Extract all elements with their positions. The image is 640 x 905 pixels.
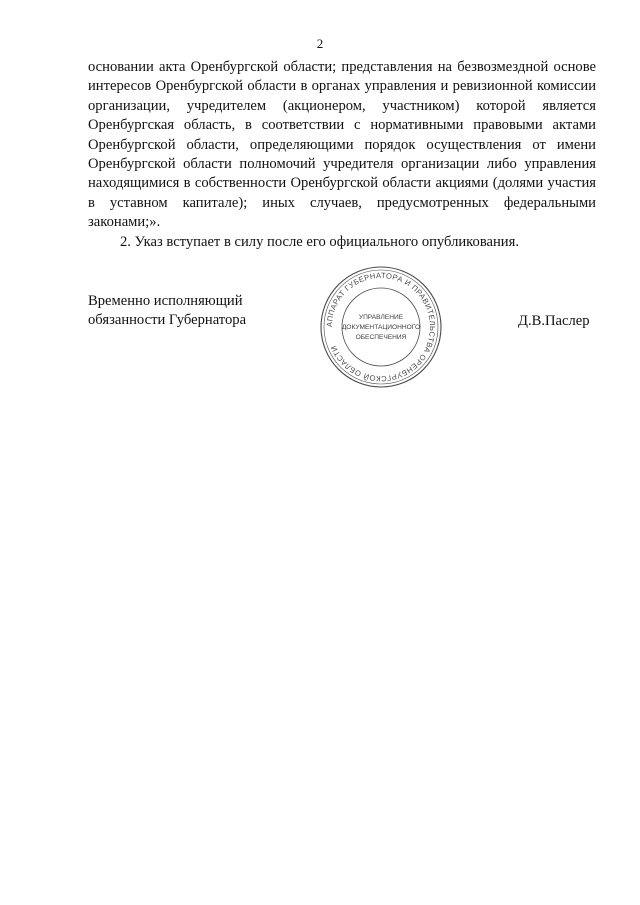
page-number: 2 (316, 36, 324, 51)
signatory-position-line-2: обязанности Губернатора (88, 312, 247, 329)
signatory-position-line-1: Временно исполняющий (88, 293, 243, 309)
document-body (88, 58, 596, 252)
signatory-position (88, 292, 246, 331)
paragraph-2: 2. Указ вступает в силу после его официального опубликования. (120, 233, 519, 250)
signatory-name: Д.В.Паслер (518, 313, 590, 329)
seal-graphic (318, 264, 444, 390)
seal-center-line-3: ОБЕСПЕЧЕНИЯ (355, 334, 407, 341)
seal-center-line-2: ДОКУМЕНТАЦИОННОГО (341, 324, 421, 331)
paragraph-1: основании акта Оренбургской области; представления на безвозмездной основе интересов Оренбургской области в органах управления и ревизионной комиссии организации, учредителем (акционером, участником) которой является Оренбургская область, в соответствии с нормативными правовыми актами Оренбургской области, определяющими порядок осуществления от имени Оренбургской области полномочий учредителя организации либо управления находящимися в собственности Оренбургской области акциями (долями участия в уставном капитале); иных случаев, предусмотренных федеральными законами;». (88, 59, 596, 231)
official-seal-stamp (318, 264, 444, 390)
seal-ring-textpath: АППАРАТ ГУБЕРНАТОРА И ПРАВИТЕЛЬСТВА ОРЕНБУРГСКОЙ ОБЛАСТИ (324, 270, 438, 384)
seal-center-line-1: УПРАВЛЕНИЕ (358, 314, 404, 321)
